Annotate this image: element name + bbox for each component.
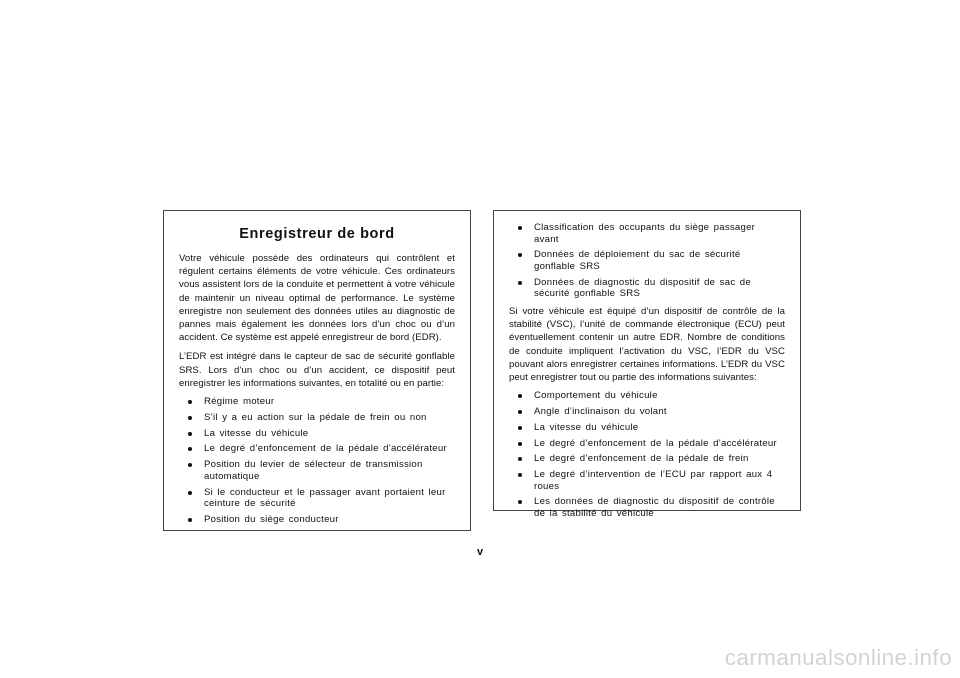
list-item: S’il y a eu action sur la pédale de frein ou non	[179, 412, 455, 424]
bullet-icon	[518, 426, 522, 430]
section-title: Enregistreur de bord	[239, 226, 395, 242]
list-item: Régime moteur	[179, 396, 455, 408]
left-column-box	[163, 210, 471, 531]
list-item: Le degré d’enfoncement de la pédale d’accélérateur	[509, 438, 785, 450]
bullet-icon	[518, 442, 522, 446]
list-item: Angle d’inclinaison du volant	[509, 406, 785, 418]
bullet-icon	[188, 447, 192, 451]
right-column-box	[493, 210, 801, 520]
list-item: La vitesse du véhicule	[179, 428, 455, 440]
bullet-icon	[188, 463, 192, 467]
bullet-icon	[518, 473, 522, 477]
vsc-paragraph: Si votre véhicule est équipé d’un dispositif de contrôle de la stabilité (VSC), l’unité de commande électronique (ECU) peut éventuellement contenir un autre EDR. Nombre de conditions de conduite impliquent l’activation du VSC, l’EDR du VSC pouvant alors enregistrer certaines informations. L’EDR du VSC peut enregistrer tout ou partie des informations suivantes:	[509, 305, 785, 383]
edr-paragraph: L’EDR est intégré dans le capteur de sac de sécurité gonflable SRS. Lors d’un choc ou d’un accident, ce dispositif peut enregistrer les informations suivantes, en totalité ou en partie:	[179, 351, 455, 389]
list-item: Les données de diagnostic du dispositif de contrôle de la stabilité du véhicule	[509, 496, 785, 519]
bullet-icon	[188, 416, 192, 420]
watermark: carmanualsonline.info	[724, 645, 952, 670]
page-number: v	[476, 546, 484, 558]
bullet-icon	[518, 410, 522, 414]
vsc-recorded-list	[509, 390, 785, 519]
bullet-icon	[518, 253, 522, 257]
bullet-icon	[518, 394, 522, 398]
srs-list	[509, 222, 785, 300]
bullet-icon	[518, 500, 522, 504]
bullet-icon	[518, 457, 522, 461]
intro-paragraph: Votre véhicule possède des ordinateurs qui contrôlent et régulent certains éléments de votre véhicule. Ces ordinateurs vous assistent lors de la conduite et permettent à votre véhicule de maintenir un niveau optimal de performance. Le système enregistre non seulement des données utiles au diagnostic de pannes mais également les données lors d’un choc ou d’un accident. Ce système est appelé enregistreur de bord (EDR).	[179, 253, 455, 344]
list-item: Classification des occupants du siège passager avant	[509, 222, 785, 245]
bullet-icon	[518, 226, 522, 230]
bullet-icon	[188, 432, 192, 436]
list-item: Données de déploiement du sac de sécurité gonflable SRS	[509, 249, 785, 272]
list-item: La vitesse du véhicule	[509, 422, 785, 434]
bullet-icon	[518, 281, 522, 285]
bullet-icon	[188, 518, 192, 522]
edr-recorded-list	[179, 396, 455, 525]
list-item: Le degré d’enfoncement de la pédale d’accélérateur	[179, 443, 455, 455]
list-item: Position du siège conducteur	[179, 514, 455, 526]
list-item: Données de diagnostic du dispositif de sac de sécurité gonflable SRS	[509, 277, 785, 300]
list-item: Si le conducteur et le passager avant portaient leur ceinture de sécurité	[179, 487, 455, 510]
list-item: Comportement du véhicule	[509, 390, 785, 402]
bullet-icon	[188, 491, 192, 495]
bullet-icon	[188, 400, 192, 404]
list-item: Position du levier de sélecteur de transmission automatique	[179, 459, 455, 482]
list-item: Le degré d’enfoncement de la pédale de frein	[509, 453, 785, 465]
list-item: Le degré d’intervention de l’ECU par rapport aux 4 roues	[509, 469, 785, 492]
